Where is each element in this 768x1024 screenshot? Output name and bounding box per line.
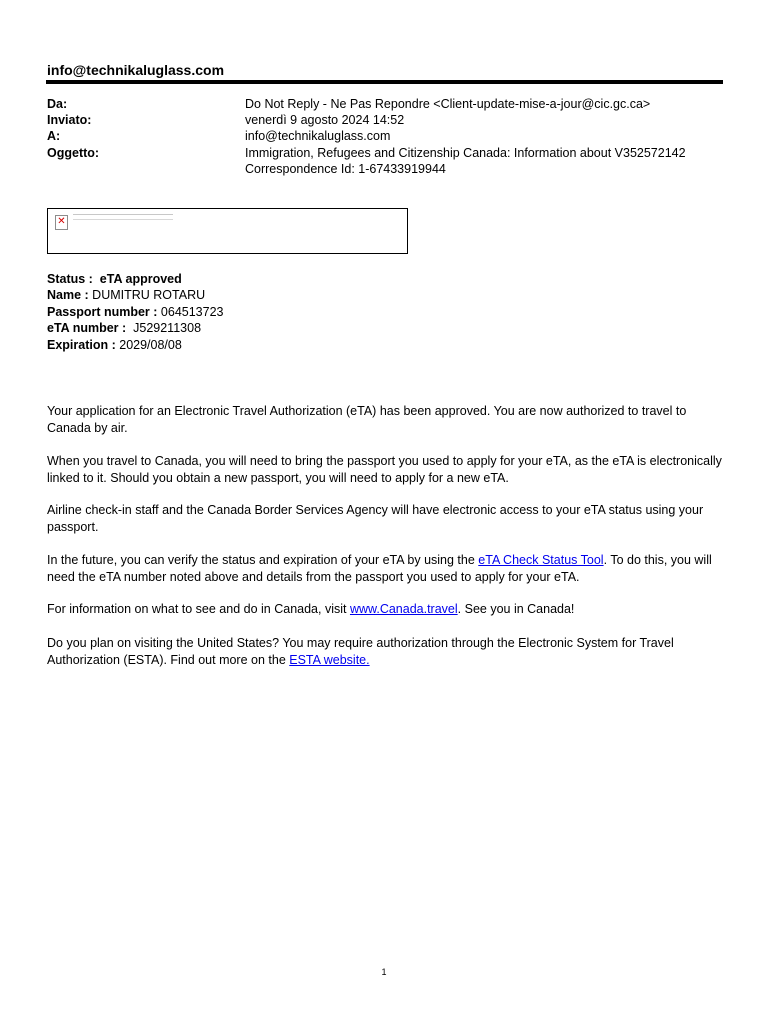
- mailbox-address: info@technikaluglass.com: [47, 62, 225, 78]
- passport-value: 064513723: [160, 304, 224, 319]
- paragraph-check-status: [47, 552, 727, 585]
- paragraph-passport-text: When you travel to Canada, you will need to bring the passport you used to apply for your eTA, as the eTA is electronically linked to it. Should you obtain a new passport, you will need to apply for a new eTA.: [47, 454, 722, 485]
- name-value: DUMITRU ROTARU: [92, 288, 206, 303]
- eta-number-line: [47, 320, 224, 336]
- name-line: [47, 287, 224, 303]
- paragraph-airline-text: Airline check-in staff and the Canada Border Services Agency will have electronic access to your eTA status using your passport.: [47, 503, 704, 534]
- paragraph-canada-travel: [47, 601, 727, 618]
- eta-status-block: [47, 271, 224, 353]
- to-label: A:: [47, 129, 61, 143]
- missing-image-box: [47, 208, 408, 254]
- paragraph-approval-text: Your application for an Electronic Travel Authorization (eTA) has been approved. You are now authorized to travel to Canada by air.: [47, 404, 687, 435]
- from-value: Do Not Reply - Ne Pas Repondre <Client-update-mise-a-jour@cic.gc.ca>: [245, 97, 651, 111]
- sent-label: Inviato:: [47, 113, 92, 127]
- status-value: eTA approved: [99, 272, 182, 286]
- subject-label: Oggetto:: [47, 146, 100, 160]
- paragraph-canada-travel-text: [47, 601, 727, 618]
- name-label: Name :: [47, 288, 89, 303]
- paragraph-passport: [47, 453, 727, 486]
- esta-website-link[interactable]: ESTA website.: [289, 652, 370, 667]
- esta-text-before: Do you plan on visiting the United States? You may require authorization through the Electronic System for Travel Authorization (ESTA). Find out more on the: [47, 636, 674, 667]
- canada-travel-text-before: For information on what to see and do in Canada, visit: [47, 602, 350, 616]
- paragraph-approval: [47, 403, 727, 436]
- eta-number-label: eTA number :: [47, 321, 127, 336]
- status-line: [47, 271, 224, 287]
- subject-value: Immigration, Refugees and Citizenship Canada: Information about V352572142: [245, 146, 686, 160]
- canada-travel-link[interactable]: www.Canada.travel: [349, 602, 458, 616]
- to-value: info@technikaluglass.com: [245, 129, 391, 143]
- canada-travel-text-after: . See you in Canada!: [457, 602, 575, 616]
- paragraph-check-status-text: [47, 552, 727, 585]
- check-status-text-before: In the future, you can verify the status and expiration of your eTA by using the: [47, 553, 479, 567]
- passport-label: Passport number :: [47, 304, 158, 319]
- paragraph-airline: [47, 502, 727, 535]
- expiration-line: [47, 337, 224, 353]
- eta-check-status-link[interactable]: eTA Check Status Tool: [478, 553, 604, 567]
- sent-value: venerdì 9 agosto 2024 14:52: [245, 113, 405, 127]
- expiration-value: 2029/08/08: [119, 337, 182, 352]
- expiration-label: Expiration :: [47, 337, 116, 352]
- page-number: 1: [381, 967, 387, 977]
- paragraph-esta: [47, 635, 727, 668]
- status-label: Status :: [47, 272, 93, 286]
- eta-number-value: J529211308: [133, 321, 202, 336]
- paragraph-esta-text: [47, 635, 727, 668]
- from-label: Da:: [47, 97, 68, 111]
- image-alt-text: [73, 214, 173, 220]
- broken-image-icon: ✕: [55, 215, 68, 230]
- correspondence-id: Correspondence Id: 1-67433919944: [245, 162, 446, 176]
- header-divider: [46, 80, 723, 84]
- check-status-text-after: . To do this, you will need the eTA number noted above and details from the passport you used to apply for your eTA.: [47, 553, 712, 584]
- passport-line: [47, 304, 224, 320]
